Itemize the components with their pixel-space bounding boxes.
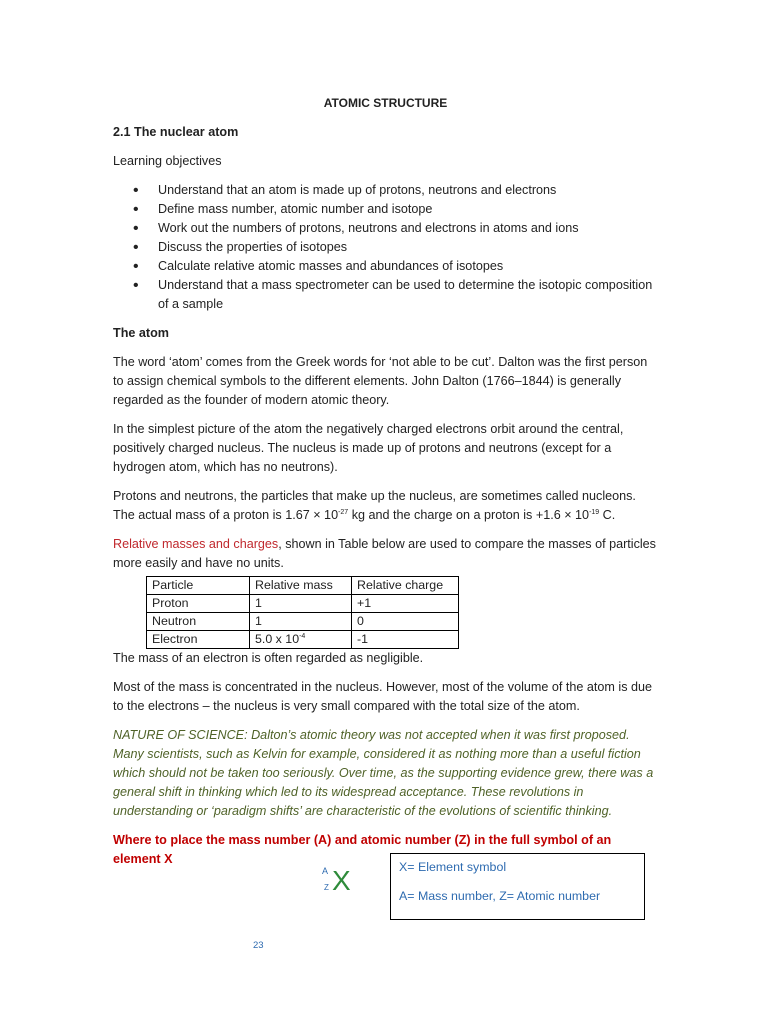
particles-table <box>146 576 459 649</box>
mass-base: 5.0 x 10 <box>255 632 300 646</box>
nucleons-text-1: Protons and neutrons, the particles that make up the nucleus, are sometimes called nucleons. The actual mass of a proton is 1.67 × 10 <box>113 489 636 522</box>
nature-of-science <box>113 726 658 821</box>
table-header-row <box>147 577 459 595</box>
table-cell: -1 <box>352 631 459 649</box>
relative-masses-text: , shown in Table below are used to compare the masses of particles more easily and have no units. <box>113 537 656 570</box>
legend-line-element: X= Element symbol <box>399 860 507 874</box>
placement-heading: Where to place the mass number (A) and atomic number (Z) in the full symbol of an element X <box>113 833 612 866</box>
list-item: • Work out the numbers of protons, neutrons and electrons in atoms and ions <box>113 219 658 238</box>
table-cell: Electron <box>147 631 250 649</box>
list-item: • Understand that an atom is made up of protons, neutrons and electrons <box>113 181 658 200</box>
atomic-number-label: Z <box>324 883 329 892</box>
list-item: • Understand that a mass spectrometer can be used to determine the isotopic composition of a sample <box>113 276 658 314</box>
exponent: -4 <box>299 633 306 640</box>
element-symbol <box>318 862 358 902</box>
paragraph-volume: Most of the mass is concentrated in the nucleus. However, most of the volume of the atom is due to the electrons – the nucleus is very small compared with the total size of the atom. <box>113 680 653 713</box>
column-header: Particle <box>147 577 250 595</box>
paragraph-negligible: The mass of an electron is often regarded as negligible. <box>113 651 424 665</box>
table-cell: Proton <box>147 595 250 613</box>
table-row <box>147 613 459 631</box>
page-number: 23 <box>253 940 264 951</box>
legend-line-numbers: A= Mass number, Z= Atomic number <box>399 889 601 903</box>
list-item: • Discuss the properties of isotopes <box>113 238 658 257</box>
column-header: Relative mass <box>250 577 352 595</box>
table-cell <box>250 631 352 649</box>
table-cell: 1 <box>250 613 352 631</box>
objectives-label: Learning objectives <box>113 154 222 168</box>
paragraph-nucleons <box>113 487 658 525</box>
nucleons-text-2: kg and the charge on a proton is +1.6 × 10 <box>348 508 590 522</box>
table-cell: +1 <box>352 595 459 613</box>
list-item: • Calculate relative atomic masses and abundances of isotopes <box>113 257 658 276</box>
element-letter: X <box>332 865 351 896</box>
exponent: -27 <box>338 509 349 516</box>
nos-text: : Dalton’s atomic theory was not accepted when it was first proposed. Many scientists, such as Kelvin for example, considered it as nothing more than a useful fiction which should not be taken too seriously. Over time, as the supporting evidence grew, there was a general shift in thinking which led to its widespread acceptance. These revolutions in understanding or ‘paradigm shifts’ are characteristic of the evolutions of scientific thinking. <box>113 728 654 818</box>
paragraph-dalton: The word ‘atom’ comes from the Greek words for ‘not able to be cut’. Dalton was the first person to assign chemical symbols to the different elements. John Dalton (1766–1844) is generally regarded as the founder of modern atomic theory. <box>113 355 648 407</box>
page-title: ATOMIC STRUCTURE <box>323 96 448 110</box>
paragraph-nucleus: In the simplest picture of the atom the negatively charged electrons orbit around the central, positively charged nucleus. The nucleus is made up of protons and neutrons (except for a hydrogen atom, which has no neutrons). <box>113 422 624 474</box>
objectives-list <box>113 181 658 314</box>
document-page <box>113 94 658 869</box>
nos-label: NATURE OF SCIENCE <box>113 728 245 742</box>
list-item: • Define mass number, atomic number and isotope <box>113 200 658 219</box>
table-cell: 0 <box>352 613 459 631</box>
paragraph-relative <box>113 535 658 573</box>
relative-masses-highlight: Relative masses and charges <box>113 537 279 551</box>
table-row <box>147 631 459 649</box>
section-heading: 2.1 The nuclear atom <box>113 125 239 139</box>
table-row <box>147 595 459 613</box>
table-cell: Neutron <box>147 613 250 631</box>
atom-heading: The atom <box>113 326 169 340</box>
symbol-legend-box <box>390 853 645 920</box>
exponent: -19 <box>589 509 600 516</box>
column-header: Relative charge <box>352 577 459 595</box>
table-cell: 1 <box>250 595 352 613</box>
mass-number-label: A <box>322 866 329 876</box>
nucleons-text-3: C. <box>599 508 616 522</box>
